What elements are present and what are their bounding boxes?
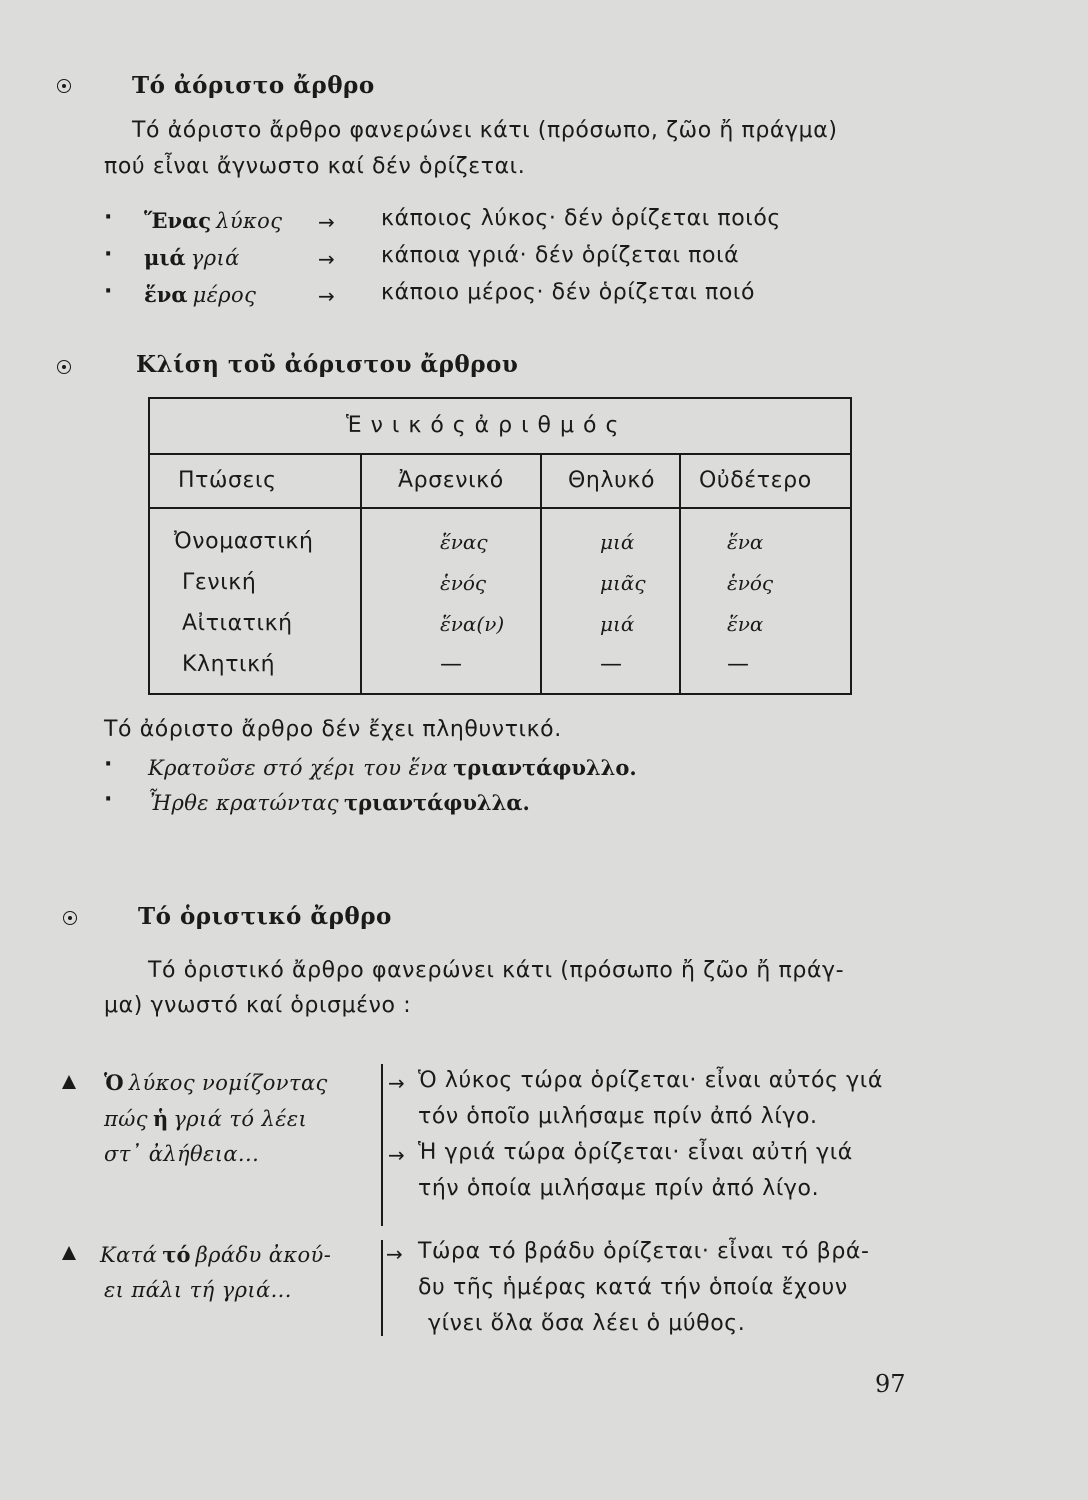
ex1-left-line-3: στ᾿ ἀλήθεια... [104,1142,260,1166]
ex2-right-line-1: Τώρα τό βράδυ ὁρίζεται· εἶναι τό βρά- [418,1239,870,1264]
example-bold-word: τριαντάφυλλο. [453,755,637,780]
no-plural-note: Τό ἀόριστο ἄρθρο δέν ἔχει πληθυντικό. [104,717,562,742]
example-explanation: κάποια γριά· δέν ὁρίζεται ποιά [381,243,740,268]
triangle-marker-icon [62,1246,76,1260]
example-explanation: κάποιος λύκος· δέν ὁρίζεται ποιός [381,206,781,231]
cell-neut-gen: ἑνός [727,571,774,595]
case-nominative: Ὀνομαστική [174,529,314,554]
circle-bullet-icon [57,79,71,93]
plural-example-2 [148,790,530,815]
bullet-dot: · [104,242,113,267]
case-accusative: Αἰτιατική [182,611,293,636]
ex2-left-line-2: ει πάλι τή γριά... [104,1278,292,1302]
italic-text: λύκος νομίζοντας [128,1071,328,1095]
example-row-3 [144,282,256,307]
arrow-right-icon: → [386,1242,403,1266]
cell-masc-nom: ἕνας [440,530,488,554]
example-article: Ἕνας [144,208,212,233]
bullet-dot: · [104,279,113,304]
cell-fem-voc: — [600,652,623,677]
page-number: 97 [875,1370,906,1398]
cell-neut-nom: ἕνα [727,530,764,554]
table-header-singular: Ἑ ν ι κ ό ς ἀ ρ ι θ μ ό ς [346,413,620,438]
section-title-declension: Κλίση τοῦ ἀόριστου ἄρθρου [136,351,519,378]
arrow-right-icon: → [388,1071,405,1095]
table-divider [360,453,362,693]
bold-article: τό [162,1242,191,1267]
column-header-neuter: Οὐδέτερο [699,468,812,493]
arrow-right-icon: → [318,284,335,308]
example-article: ἕνα [144,282,188,307]
example-divider [381,1064,383,1226]
ex1-right-line-3: Ἡ γριά τώρα ὁρίζεται· εἶναι αὐτή γιά [418,1140,853,1165]
cell-neut-acc: ἕνα [727,612,764,636]
ex1-left-line-2 [104,1106,307,1131]
italic-text: γριά τό λέει [173,1107,308,1131]
bold-article: ἡ [152,1106,169,1131]
italic-text: πώς [104,1107,148,1131]
column-header-feminine: Θηλυκό [568,468,656,493]
definite-intro-line-1: Τό ὁριστικό ἄρθρο φανερώνει κάτι (πρόσωπο ἤ ζῶο ἤ πράγ- [148,958,845,983]
example-bold-word: τριαντάφυλλα. [344,790,530,815]
cell-masc-acc: ἕνα(ν) [440,612,505,636]
table-divider [540,453,542,693]
cell-neut-voc: — [727,652,750,677]
ex2-left-line-1 [100,1242,331,1267]
cell-fem-nom: μιά [600,530,635,554]
ex1-right-line-1: Ὁ λύκος τώρα ὁρίζεται· εἶναι αὐτός γιά [418,1068,883,1093]
cell-masc-gen: ἑνός [440,571,487,595]
example-row-1 [144,208,282,233]
bullet-dot: · [104,752,113,777]
section-title-definite-article: Τό ὁριστικό ἄρθρο [138,903,392,930]
ex1-left-line-1 [104,1070,328,1095]
example-noun: μέρος [192,283,257,307]
italic-text: Κατά [100,1243,158,1267]
cell-fem-acc: μιά [600,612,635,636]
example-italic-text: Ἦρθε κρατώντας [148,791,339,815]
table-divider [148,453,852,455]
bullet-dot: · [104,205,113,230]
column-header-cases: Πτώσεις [178,468,277,493]
example-divider [381,1240,383,1336]
ex1-right-line-4: τήν ὁποία μιλήσαμε πρίν ἀπό λίγο. [418,1176,820,1201]
definite-intro-line-2: μα) γνωστό καί ὁρισμένο : [104,993,412,1018]
arrow-right-icon: → [318,210,335,234]
bold-article: Ὁ [104,1070,124,1095]
example-article: μιά [144,245,186,270]
table-divider [679,453,681,693]
circle-bullet-icon [63,911,77,925]
case-vocative: Κλητική [182,652,276,677]
example-explanation: κάποιο μέρος· δέν ὁρίζεται ποιό [381,280,756,305]
section-title-indefinite-article: Τό ἀόριστο ἄρθρο [132,72,375,99]
cell-fem-gen: μιᾶς [600,571,646,595]
example-noun: γριά [190,246,240,270]
intro-line-2: πού εἶναι ἄγνωστο καί δέν ὁρίζεται. [104,154,526,179]
example-row-2 [144,245,240,270]
circle-bullet-icon [57,360,71,374]
ex2-right-line-2: δυ τῆς ἡμέρας κατά τήν ὁποία ἔχουν [418,1275,848,1300]
table-divider [148,507,852,509]
italic-text: βράδυ ἀκού- [195,1243,332,1267]
arrow-right-icon: → [388,1143,405,1167]
plural-example-1 [148,755,637,780]
intro-line-1: Τό ἀόριστο ἄρθρο φανερώνει κάτι (πρόσωπο, ζῶο ἤ πράγμα) [132,118,838,143]
ex1-right-line-2: τόν ὁποῖο μιλήσαμε πρίν ἀπό λίγο. [418,1104,818,1129]
cell-masc-voc: — [440,652,463,677]
example-noun: λύκος [216,209,283,233]
ex2-right-line-3: γίνει ὅλα ὅσα λέει ὁ μύθος. [428,1311,746,1336]
triangle-marker-icon [62,1075,76,1089]
bullet-dot: · [104,787,113,812]
example-italic-text: Κρατοῦσε στό χέρι του ἕνα [148,756,448,780]
column-header-masculine: Ἀρσενικό [398,468,504,493]
arrow-right-icon: → [318,247,335,271]
case-genitive: Γενική [182,570,257,595]
